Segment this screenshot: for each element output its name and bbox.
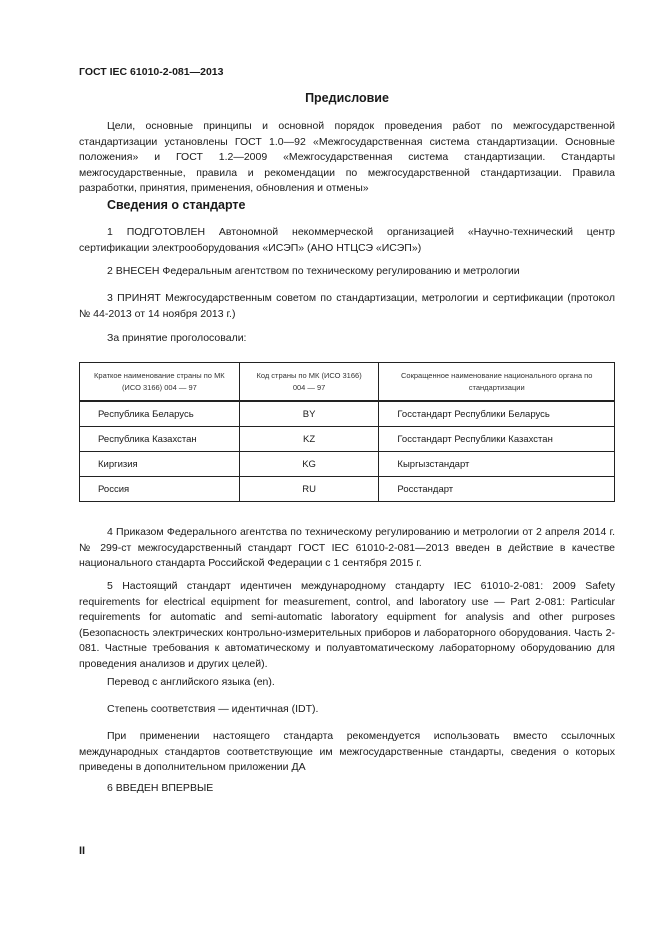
table-cell-country: Россия — [80, 477, 240, 502]
table-cell-code: BY — [239, 401, 379, 427]
conformity-degree: Степень соответствия — идентичная (IDT). — [107, 703, 319, 715]
application-note: При применении настоящего стандарта рекомендуется использовать вместо ссылочных международных стандартов соответствующие им межгосударственные стандарты, сведения о которых приведены в дополнительном приложении ДА — [79, 730, 615, 774]
table-cell-code: KZ — [239, 427, 379, 452]
info-item-4: 4 Приказом Федерального агентства по техническому регулированию и метрологии от 2 апреля 2014 г. № 299-ст межгосударственный стандарт ГОСТ IEC 61010-2-081—2013 введен в действие в качестве национального стандарта Российской Федерации с 1 сентября 2015 г. — [79, 526, 615, 570]
foreword-title: Предисловие — [305, 91, 389, 105]
page-number: II — [79, 845, 86, 857]
table-row — [80, 477, 615, 502]
translation-note: Перевод с английского языка (en). — [107, 676, 275, 688]
info-item-5: 5 Настоящий стандарт идентичен международному стандарту IEC 61010-2-081: 2009 Safety requirements for electrical equipment for measurement, control, and laboratory use — Part 2-081: Particular requirements for automatic and semi-automatic laboratory equipment for analysis and other purposes (Безопасность электрических контрольно-измерительных приборов и лабораторного оборудования. Часть 2-081. Частные требования к автоматическому и полуавтоматическому лабораторному оборудованию для проведения анализов и других целей). — [79, 580, 615, 670]
standard-info-title: Сведения о стандарте — [107, 198, 246, 212]
table-row — [80, 427, 615, 452]
foreword-paragraph: Цели, основные принципы и основной порядок проведения работ по межгосударственной стандартизации установлены ГОСТ 1.0—92 «Межгосударственная система стандартизации. Основные положения» и ГОСТ 1.2—2009 «Межгосударственная система стандартизации. Стандарты межгосударственные, правила и рекомендации по межгосударственной стандартизации. Правила разработки, принятия, применения, обновления и отмены» — [79, 120, 615, 195]
table-header-code: Код страны по МК (ИСО 3166) 004 — 97 — [239, 363, 379, 402]
voting-table — [79, 362, 615, 502]
voted-label: За принятие проголосовали: — [107, 332, 247, 344]
table-cell-body: Госстандарт Республики Беларусь — [379, 401, 615, 427]
table-header-row — [80, 363, 615, 402]
table-cell-body: Госстандарт Республики Казахстан — [379, 427, 615, 452]
table-header-body: Сокращенное наименование национального органа по стандартизации — [379, 363, 615, 402]
table-row — [80, 452, 615, 477]
document-code: ГОСТ IEC 61010-2-081—2013 — [79, 66, 224, 78]
table-cell-country: Республика Казахстан — [80, 427, 240, 452]
table-cell-body: Кыргызстандарт — [379, 452, 615, 477]
table-cell-code: KG — [239, 452, 379, 477]
table-cell-country: Республика Беларусь — [80, 401, 240, 427]
table-cell-body: Росстандарт — [379, 477, 615, 502]
info-item-1: 1 ПОДГОТОВЛЕН Автономной некоммерческой организацией «Научно-технический центр сертификации электрооборудования «ИСЭП» (АНО НТЦСЭ «ИСЭП») — [79, 226, 615, 254]
info-item-6: 6 ВВЕДЕН ВПЕРВЫЕ — [107, 782, 214, 794]
table-cell-code: RU — [239, 477, 379, 502]
info-item-2: 2 ВНЕСЕН Федеральным агентством по техническому регулированию и метрологии — [107, 265, 520, 277]
table-header-country: Краткое наименование страны по МК (ИСО 3166) 004 — 97 — [80, 363, 240, 402]
table-row — [80, 401, 615, 427]
info-item-3: 3 ПРИНЯТ Межгосударственным советом по стандартизации, метрологии и сертификации (протокол № 44-2013 от 14 ноября 2013 г.) — [79, 292, 615, 320]
table-cell-country: Киргизия — [80, 452, 240, 477]
